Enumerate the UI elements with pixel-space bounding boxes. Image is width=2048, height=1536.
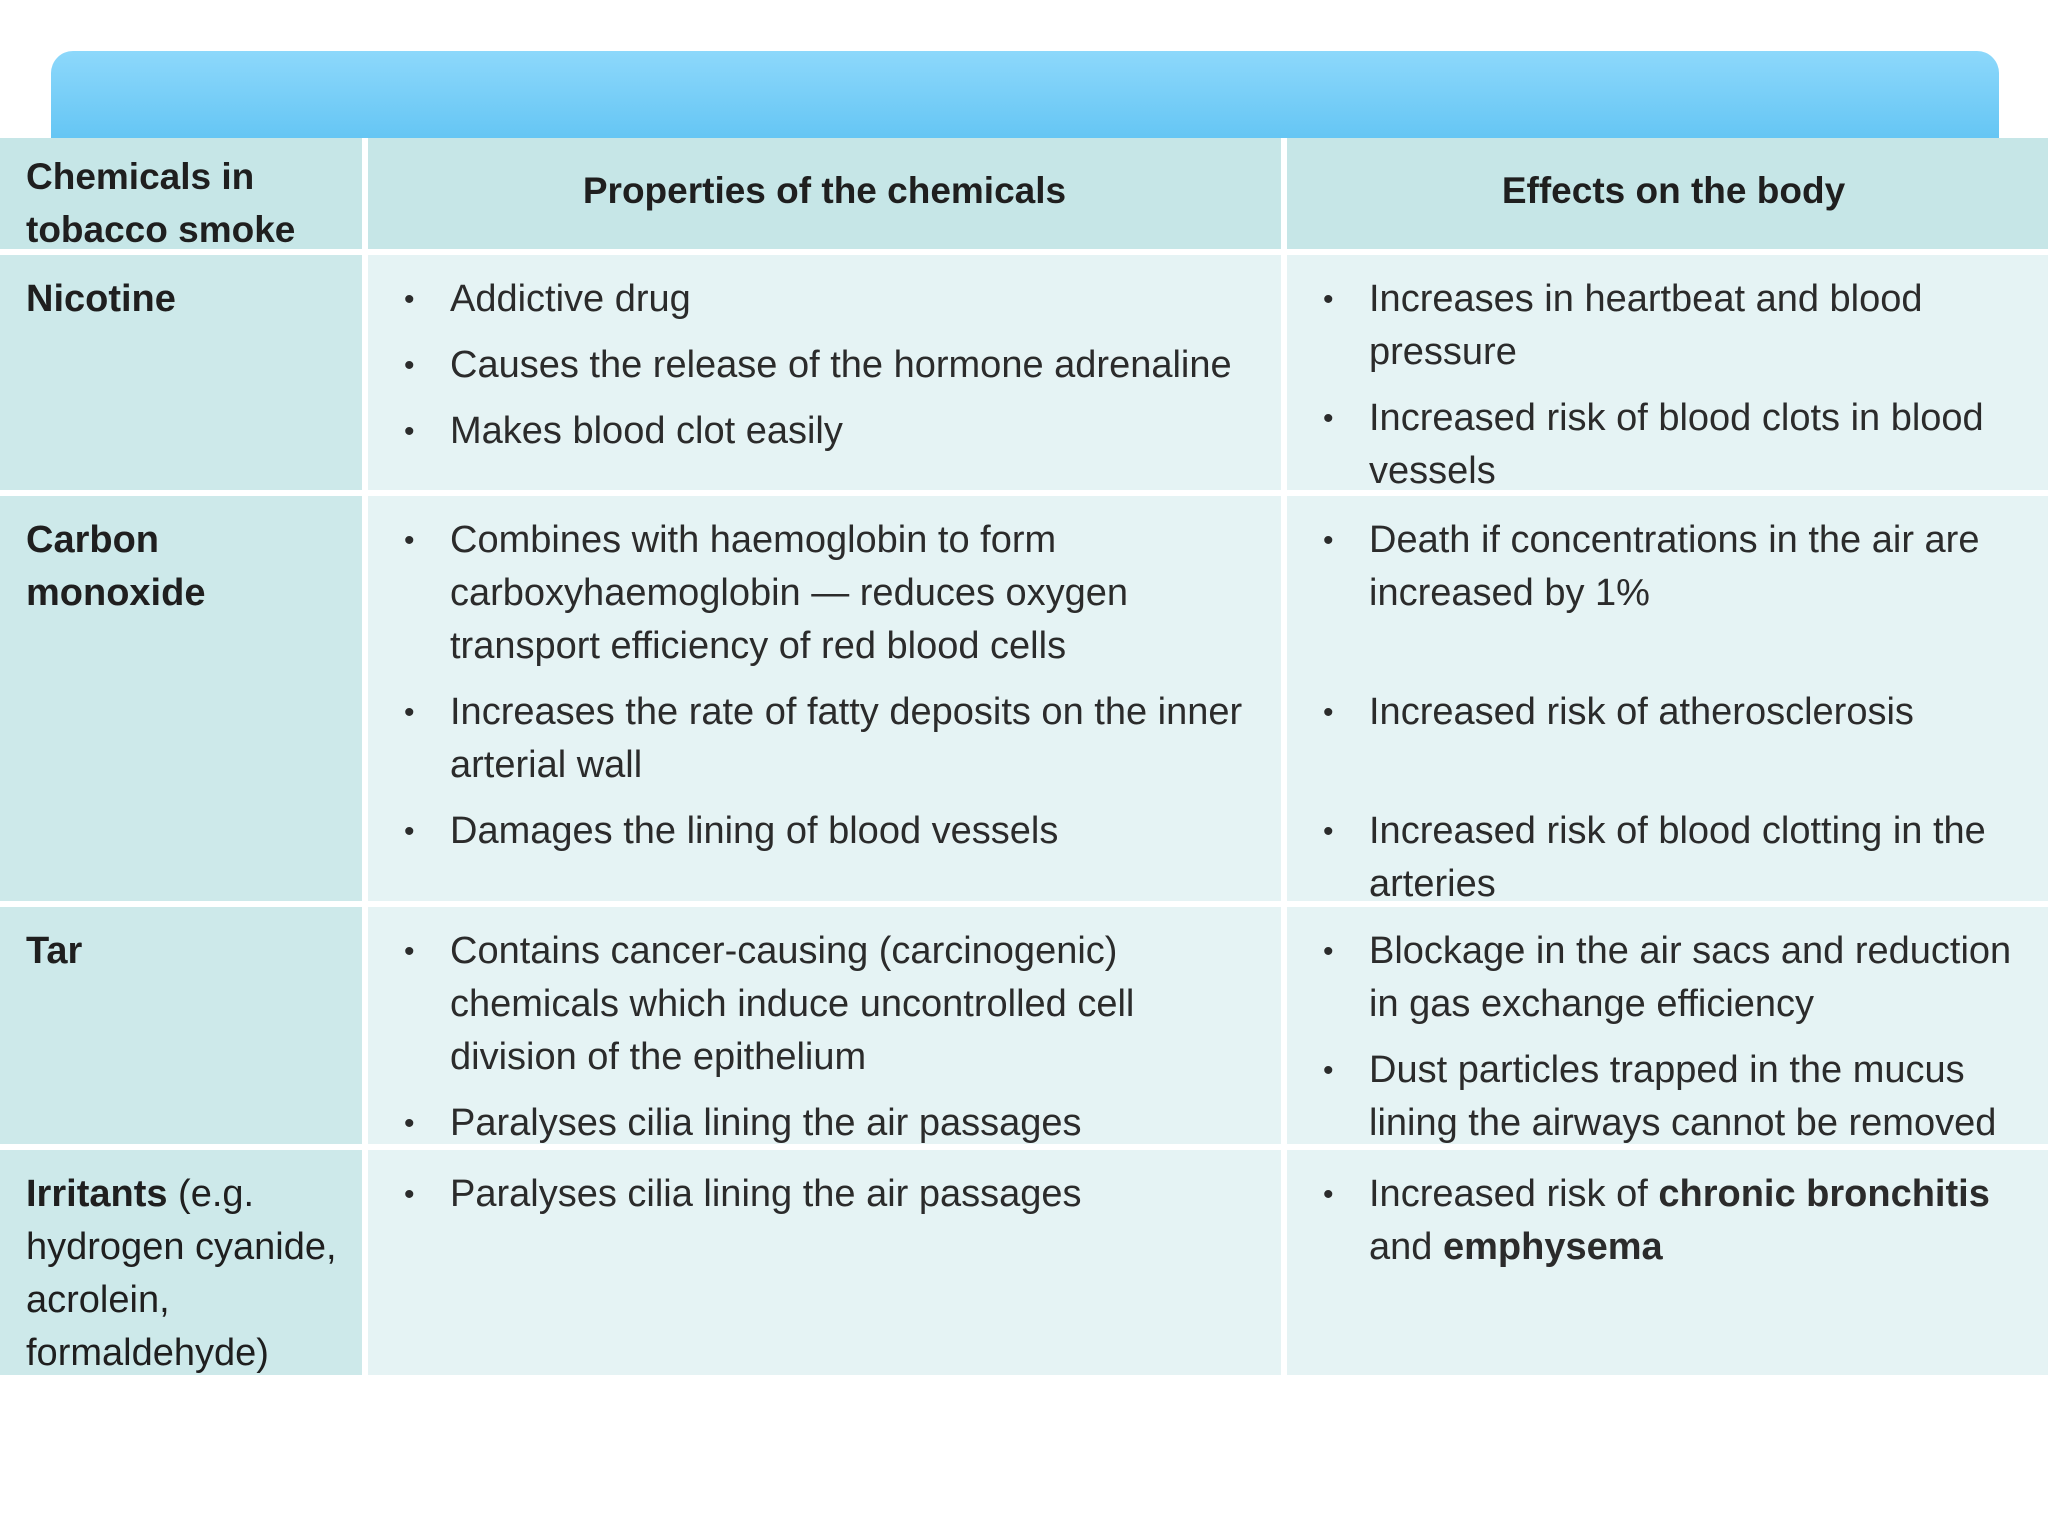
header-effects xyxy=(1287,138,2048,255)
header-effects-label: Effects on the body xyxy=(1501,170,1846,211)
list-item: • Increased risk of atherosclerosis xyxy=(1323,686,2030,739)
list-item: • Dust particles trapped in the mucus lining the airways cannot be removed xyxy=(1323,1044,2030,1150)
chemical-irritants xyxy=(0,1150,362,1381)
list-item: • Increased risk of blood clotting in the arteries xyxy=(1323,805,2030,911)
list-item: • Paralyses cilia lining the air passages xyxy=(404,1168,1251,1221)
effect-term-chronic-bronchitis: chronic bronchitis xyxy=(1658,1173,1990,1215)
properties-carbon-monoxide xyxy=(368,496,1281,907)
effects-irritants xyxy=(1287,1150,2048,1381)
chemical-nicotine: Nicotine xyxy=(0,255,362,496)
list-item: • Death if concentrations in the air are increased by 1% xyxy=(1323,514,2030,620)
list-item: • Increases the rate of fatty deposits on the inner arterial wall xyxy=(404,686,1251,792)
list-item: • Damages the lining of blood vessels xyxy=(404,805,1251,858)
properties-irritants xyxy=(368,1150,1281,1381)
chemicals-table xyxy=(0,138,2048,1381)
effects-tar xyxy=(1287,907,2048,1150)
list-item: • Makes blood clot easily xyxy=(404,405,1251,458)
effects-nicotine xyxy=(1287,255,2048,496)
header-properties xyxy=(368,138,1281,255)
effects-carbon-monoxide xyxy=(1287,496,2048,907)
list-item: • Contains cancer-causing (carcinogenic) chemicals which induce uncontrolled cell division of the epithelium xyxy=(404,925,1251,1084)
effect-prefix: Increased risk of xyxy=(1369,1173,1659,1215)
list-item: • Paralyses cilia lining the air passages xyxy=(404,1097,1251,1150)
chemical-irritants-name: Irritants xyxy=(26,1173,168,1215)
header-banner xyxy=(51,51,1999,151)
list-item: • Blockage in the air sacs and reduction in gas exchange efficiency xyxy=(1323,925,2030,1031)
list-item: • Combines with haemoglobin to form carboxyhaemoglobin — reduces oxygen transport efficiency of red blood cells xyxy=(404,514,1251,673)
chemical-tar: Tar xyxy=(0,907,362,1150)
effect-middle: and xyxy=(1369,1226,1443,1268)
list-item: • Addictive drug xyxy=(404,273,1251,326)
chemical-carbon-monoxide: Carbon monoxide xyxy=(0,496,362,907)
header-chemicals: Chemicals in tobacco smoke xyxy=(0,138,362,255)
list-item: • Increases in heartbeat and blood pressure xyxy=(1323,273,2030,379)
list-item: • Causes the release of the hormone adrenaline xyxy=(404,339,1251,392)
chemical-irritants-note: (e.g. hydrogen cyanide, acrolein, formaldehyde) xyxy=(26,1173,337,1374)
properties-nicotine xyxy=(368,255,1281,496)
list-item: • Increased risk of blood clots in blood vessels xyxy=(1323,392,2030,498)
properties-tar xyxy=(368,907,1281,1150)
effect-term-emphysema: emphysema xyxy=(1442,1226,1663,1268)
header-properties-label: Properties of the chemicals xyxy=(582,170,1067,211)
list-item xyxy=(1323,1168,2030,1274)
